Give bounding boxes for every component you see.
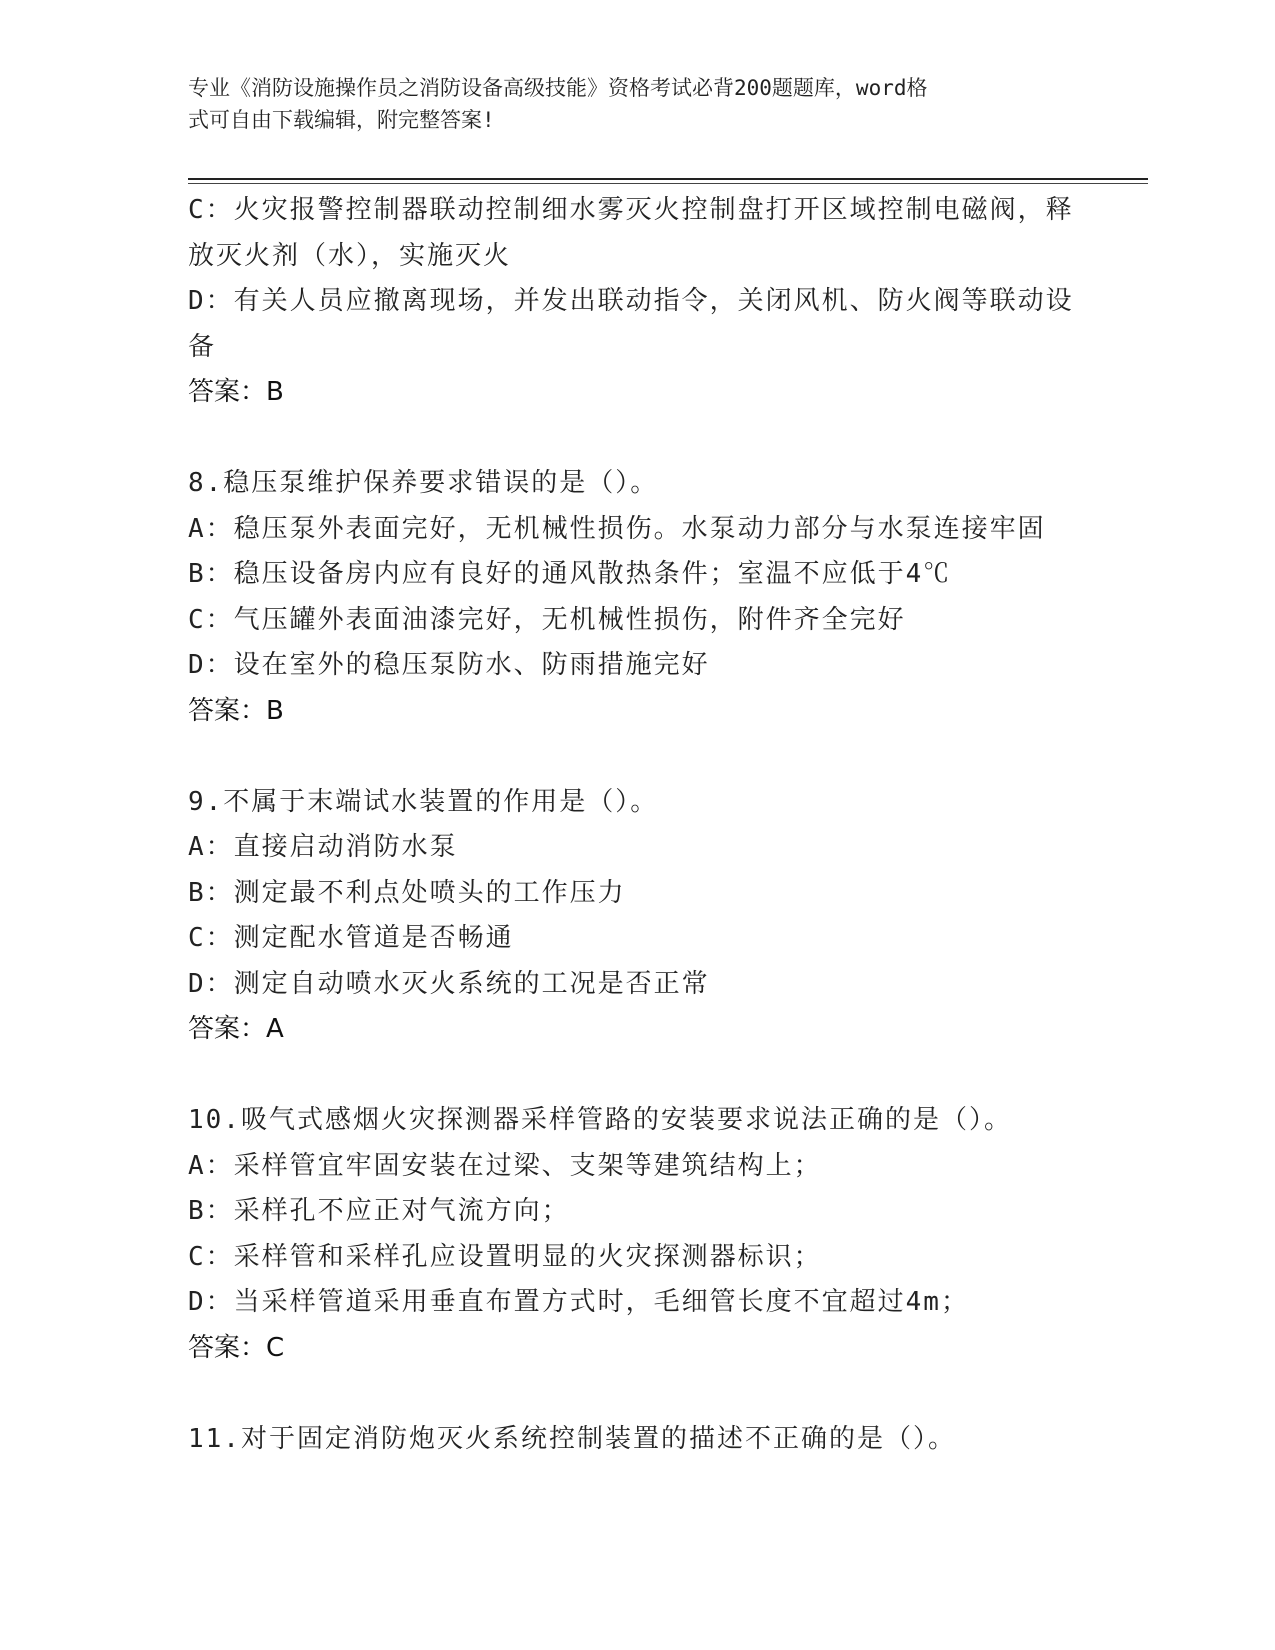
option-d: D：设在室外的稳压泵防水、防雨措施完好	[188, 650, 710, 680]
question-8	[188, 461, 1088, 734]
question-stem: 10.吸气式感烟火灾探测器采样管路的安装要求说法正确的是（）。	[188, 1105, 1012, 1135]
option-a: A：采样管宜牢固安装在过梁、支架等建筑结构上；	[188, 1150, 822, 1181]
answer-line: 答案：A	[188, 1014, 284, 1044]
answer-line: 答案：B	[188, 377, 284, 407]
option-a: A：直接启动消防水泵	[188, 832, 458, 862]
option-b: B：采样孔不应正对气流方向；	[188, 1196, 570, 1226]
question-spacer	[188, 734, 1088, 780]
question-11	[188, 1417, 1088, 1463]
question-list	[188, 188, 1088, 1462]
option-c: C：气压罐外表面油漆完好，无机械性损伤，附件齐全完好	[188, 604, 906, 635]
option-c: C：测定配水管道是否畅通	[188, 923, 514, 953]
option-b: B：稳压设备房内应有良好的通风散热条件；室温不应低于4℃	[188, 559, 952, 589]
header-divider-thin	[188, 183, 1148, 184]
option-a: A：稳压泵外表面完好，无机械性损伤。水泵动力部分与水泵连接牢固	[188, 513, 1046, 544]
option-d: D：当采样管道采用垂直布置方式时，毛细管长度不宜超过4m；	[188, 1287, 969, 1317]
document-header	[188, 72, 1088, 136]
question-stem: 11.对于固定消防炮灭火系统控制装置的描述不正确的是（）。	[188, 1423, 956, 1454]
option-c: C：火灾报警控制器联动控制细水雾灭火控制盘打开区域控制电磁阀，释放灭火剂（水），实施灭火	[188, 195, 1074, 271]
question-spacer	[188, 1053, 1088, 1099]
question-stem: 8.稳压泵维护保养要求错误的是（）。	[188, 468, 659, 498]
option-c: C：采样管和采样孔应设置明显的火灾探测器标识；	[188, 1241, 822, 1272]
option-d: D：测定自动喷水灭火系统的工况是否正常	[188, 968, 710, 999]
answer-line: 答案：B	[188, 695, 284, 726]
question-10	[188, 1098, 1088, 1371]
question-stem: 9.不属于末端试水装置的作用是（）。	[188, 786, 659, 817]
question-spacer	[188, 416, 1088, 462]
option-b: B：测定最不利点处喷头的工作压力	[188, 877, 626, 908]
question-7-tail	[188, 188, 1088, 416]
header-divider-thick	[188, 178, 1148, 180]
header-title-line-1: 专业《消防设施操作员之消防设备高级技能》资格考试必背200题题库，word格	[188, 76, 928, 100]
answer-line: 答案：C	[188, 1332, 285, 1363]
question-spacer	[188, 1371, 1088, 1417]
option-d: D：有关人员应撤离现场，并发出联动指令，关闭风机、防火阀等联动设备	[188, 286, 1074, 362]
question-9	[188, 780, 1088, 1053]
header-title-line-2: 式可自由下载编辑，附完整答案!	[188, 108, 495, 132]
